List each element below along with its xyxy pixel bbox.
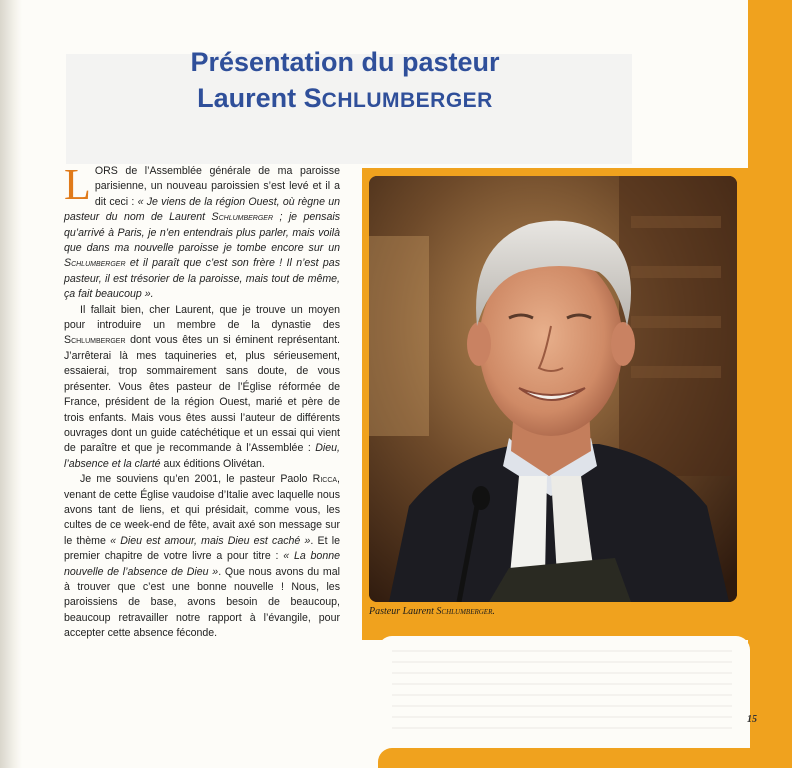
caption-text: Pasteur Laurent bbox=[369, 606, 437, 617]
title-name-rest: CHLUMBERGER bbox=[321, 89, 493, 112]
p2-book-title: Dieu, l’absence et la clarté bbox=[64, 442, 340, 470]
caption-name: Schlumberger bbox=[436, 606, 493, 617]
orange-side-band bbox=[748, 0, 792, 768]
page-spine-shadow bbox=[0, 0, 22, 768]
p1-quote-a: « Je viens de la région Ouest, où règne un pasteur du nom de Laurent bbox=[64, 195, 340, 224]
portrait-illustration bbox=[369, 176, 737, 602]
p3-text-d: . Que nous avons du mal à trouver que c’est une bonne nouvelle ! Nous, les paroissiens de base, avons besoin de beaucoup, beaucoup retravailler notre rapport à l’évangile, pour accepter cette absence féconde. bbox=[64, 565, 340, 640]
portrait-photo bbox=[369, 176, 737, 602]
page-number: 15 bbox=[747, 714, 757, 725]
p1-name-1: Schlumberger bbox=[211, 211, 274, 224]
show-through-text-shadow bbox=[392, 650, 732, 730]
p3-text-b: , venant de cette Église vaudoise d’Italie avec laquelle nous avons tant de liens, et qui présidait, comme vous, les cultes de ce week-end de fête, avait axé son message sur le thème bbox=[64, 473, 340, 547]
p3-quote-1: « Dieu est amour, mais Dieu est caché » bbox=[110, 534, 311, 547]
p1-quote-c: et il paraît que c’est son frère ! Il n’est pas pasteur, il est trésorier de la paroisse, mais tout de même, ça fait beaucoup ». bbox=[64, 257, 340, 301]
p2-text-c: aux éditions Olivétan. bbox=[160, 457, 265, 470]
paragraph-2 bbox=[64, 303, 340, 472]
p2-name: Schlumberger bbox=[64, 334, 126, 347]
caption-end: . bbox=[492, 606, 495, 617]
paragraph-3 bbox=[64, 472, 340, 641]
paragraph-1 bbox=[64, 160, 340, 303]
p3-text-a: Je me souviens qu’en 2001, le pasteur Paolo bbox=[80, 473, 313, 486]
title-name-first: Laurent S bbox=[197, 83, 322, 113]
p2-text-a: Il fallait bien, cher Laurent, que je trouve un moyen pour introduire un membre de la dynastie des bbox=[64, 303, 340, 332]
p1-quote-b: ; je pensais qu’arrivé à Paris, je n’en entendrais plus parler, mais voilà que dans ma nouvelle paroisse je tombe encore sur un bbox=[64, 211, 340, 255]
title-line-1: Présentation du pasteur bbox=[190, 47, 500, 77]
article-body bbox=[64, 160, 340, 642]
page-title bbox=[100, 44, 590, 119]
drop-cap: L bbox=[64, 160, 91, 209]
photo-caption bbox=[369, 606, 737, 624]
title-line-2 bbox=[100, 80, 590, 119]
p3-name: Ricca bbox=[312, 473, 338, 486]
p3-quote-2: « La bonne nouvelle de l’absence de Dieu » bbox=[64, 550, 340, 578]
p1-name-2: Schlumberger bbox=[64, 257, 126, 270]
p2-text-b: dont vous êtes un si éminent représentant. J’arrêterai là mes taquineries et, plus sérieusement, essaierai, trop sommairement sans doute, de vous présenter. Vous êtes pasteur de l’Église réformée de France, président de la région Ouest, marié et père de trois enfants. Mais vous êtes aussi l’auteur de différents ouvrages dont un guide catéchétique et un essai qui vient de paraître et que je recommande à l’Assemblée : bbox=[64, 334, 340, 455]
orange-bottom-band bbox=[378, 748, 792, 768]
p1-text-a: ORS de l’Assemblée générale de ma paroisse parisienne, un nouveau paroissien s’est levé et il a dit ceci : bbox=[94, 165, 340, 208]
p3-text-c: . Et le premier chapitre de votre livre a pour titre : bbox=[64, 534, 340, 563]
